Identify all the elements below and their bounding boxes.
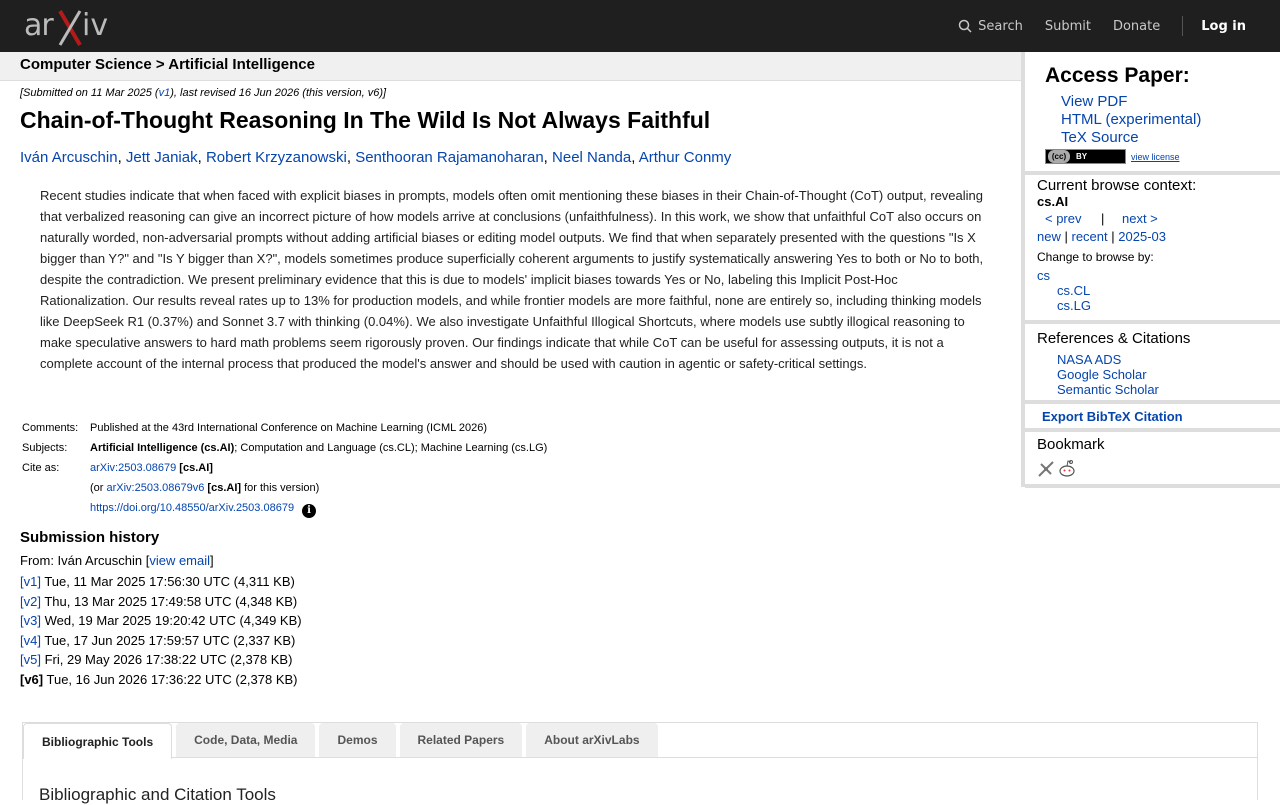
version-link[interactable]: [v5] [20, 652, 41, 667]
access-links [1061, 93, 1201, 147]
search-button[interactable] [958, 19, 1023, 34]
search-icon [958, 19, 972, 33]
author-link[interactable]: Iván Arcuschin [20, 149, 118, 166]
primary-subject: Artificial Intelligence (cs.AI) [90, 442, 235, 454]
comments-value: Published at the 43rd International Conference on Machine Learning (ICML 2026) [90, 422, 488, 434]
semantic-scholar-link[interactable]: Semantic Scholar [1057, 382, 1159, 397]
recent-link[interactable]: recent [1071, 229, 1108, 244]
version-info: Tue, 11 Mar 2025 17:56:30 UTC (4,311 KB) [40, 574, 295, 589]
browse-context-title: Current browse context: [1037, 177, 1197, 194]
svg-text:ar: ar [24, 8, 53, 43]
subjects-value [90, 438, 547, 458]
submission-note [20, 87, 386, 99]
view-pdf-link[interactable]: View PDF [1061, 93, 1128, 110]
export-bibtex-link[interactable]: Export BibTeX Citation [1042, 409, 1183, 424]
other-subjects: ; Computation and Language (cs.CL); Machine Learning (cs.LG) [234, 442, 548, 454]
subjects-label: Subjects: [22, 442, 68, 454]
tabs-divider [23, 757, 1257, 758]
view-license-link[interactable]: view license [1131, 152, 1180, 162]
references-title: References & Citations [1037, 330, 1191, 347]
breadcrumb[interactable]: Computer Science > Artificial Intelligence [20, 56, 315, 73]
sidebar [1021, 52, 1280, 492]
from-prefix: From: Iván Arcuschin [ [20, 553, 150, 568]
info-icon[interactable]: i [302, 504, 316, 518]
version-info: Thu, 13 Mar 2025 17:49:58 UTC (4,348 KB) [40, 593, 298, 609]
access-paper-block [1025, 52, 1280, 171]
breadcrumb-bar [0, 52, 1021, 81]
donate-link[interactable]: Donate [1112, 18, 1161, 34]
version-row [20, 650, 302, 670]
labs-tabs [22, 722, 1258, 804]
month-link[interactable]: 2025-03 [1118, 229, 1166, 244]
submitted-suffix: ), last revised 16 Jun 2026 (this version, v6)] [170, 87, 387, 99]
arxiv-logo[interactable] [24, 7, 112, 47]
submitted-prefix: [Submitted on 11 Mar 2025 ( [20, 87, 159, 99]
nav-separator: | [1101, 211, 1105, 226]
next-link[interactable]: next > [1122, 211, 1158, 226]
version-info: Tue, 17 Jun 2025 17:59:57 UTC (2,337 KB) [40, 632, 296, 648]
browse-context-block [1025, 175, 1280, 319]
bookmark-title: Bookmark [1037, 436, 1105, 453]
browse-cs-lg-link[interactable]: cs.LG [1057, 298, 1091, 313]
top-nav [958, 0, 1280, 52]
doi-link[interactable]: https://doi.org/10.48550/arXiv.2503.08679 [90, 502, 295, 514]
sidebar-separator [1025, 484, 1280, 488]
tab-bibliographic-tools[interactable]: Bibliographic Tools [23, 723, 172, 759]
paper-title: Chain-of-Thought Reasoning In The Wild Is Not Always Faithful [20, 107, 711, 133]
google-scholar-link[interactable]: Google Scholar [1057, 367, 1147, 382]
html-link[interactable]: HTML (experimental) [1061, 111, 1202, 128]
cc-by-license-badge[interactable]: (cc) BY [1045, 149, 1126, 164]
version-info: Wed, 19 Mar 2025 19:20:42 UTC (4,349 KB) [40, 613, 302, 628]
cite-category: [cs.AI] [176, 462, 213, 474]
author-link[interactable]: Neel Nanda [552, 149, 632, 166]
cite2-suffix: for this version) [241, 482, 320, 494]
submitter [20, 553, 214, 568]
tab-strip [23, 723, 658, 757]
version-link[interactable]: [v4] [20, 632, 41, 648]
cite-value [90, 458, 213, 478]
browse-context-value: cs.AI [1037, 194, 1069, 209]
version-row [20, 572, 302, 592]
author-link[interactable]: Senthooran Rajamanoharan [355, 149, 544, 166]
nav-divider [1182, 16, 1183, 36]
nasa-ads-link[interactable]: NASA ADS [1057, 352, 1122, 367]
version-list [20, 572, 302, 689]
svg-text:iv: iv [82, 8, 109, 43]
version-row [20, 592, 302, 612]
from-suffix: ] [210, 553, 214, 568]
version-info: Tue, 16 Jun 2026 17:36:22 UTC (2,378 KB) [43, 671, 298, 687]
export-block [1025, 404, 1280, 428]
author-link[interactable]: Jett Janiak [125, 149, 198, 166]
submit-link[interactable]: Submit [1044, 18, 1091, 34]
doi-value [90, 498, 316, 518]
version-link[interactable]: [v3] [20, 613, 41, 628]
reddit-icon[interactable] [1057, 459, 1077, 479]
cite-version-value [90, 478, 319, 498]
new-link[interactable]: new [1037, 229, 1061, 244]
bibsonomy-icon[interactable] [1037, 460, 1055, 478]
tab-demos[interactable]: Demos [319, 723, 395, 757]
version-link[interactable]: [v2] [20, 593, 41, 609]
bookmark-block [1025, 432, 1280, 484]
version-link[interactable]: [v1] [20, 574, 41, 589]
tab-code-data-media[interactable]: Code, Data, Media [176, 723, 315, 757]
v1-link[interactable]: v1 [158, 87, 171, 99]
arxiv-id-link[interactable]: arXiv:2503.08679 [90, 462, 177, 474]
author-link[interactable]: Robert Krzyzanowski [205, 149, 347, 166]
cite-label: Cite as: [22, 462, 60, 474]
comments-label: Comments: [22, 422, 79, 434]
arxiv-version-link[interactable]: arXiv:2503.08679v6 [106, 482, 205, 494]
current-version-tag: [v6] [20, 671, 44, 687]
submission-history-title: Submission history [20, 529, 160, 546]
author-list: Iván Arcuschin, Jett Janiak, Robert Krzyzanowski, Senthooran Rajamanoharan, Neel Nanda, Arthur Conmy [20, 149, 732, 166]
tab-about-arxivlabs[interactable]: About arXivLabs [526, 723, 657, 757]
abstract: Recent studies indicate that when faced with explicit biases in prompts, models often omit mentioning these biases in their Chain-of-Thought (CoT) output, revealing that verbalized reasoning can give an incorrect picture of how models arrive at conclusions (unfaithfulness). In this work, we show that unfaithful CoT also occurs on naturally worded, non-adversarial prompts without adding artificial biases or editing model outputs. We find that when separately presented with the questions "Is X bigger than Y?" and "Is Y bigger than X?", models sometimes produce superficially coherent arguments to justify systematically answering Yes to both or No to both, despite the contradiction. We present preliminary evidence that this is due to models' implicit biases towards Yes or No, labeling this Implicit Post-Hoc Rationalization. Our results reveal rates up to 13% for production models, and while frontier models are more faithful, none are entirely so, including thinking models like DeepSeek R1 (0.37%) and Sonnet 3.7 with thinking (0.04%). We also investigate Unfaithful Illogical Shortcuts, where models use subtly illogical reasoning to make speculative answers to hard math problems seem rigorously proven. Our findings indicate that while CoT can be useful for assessing outputs, it is not a complete account of the internal process that produced the model's answer and should be used with caution in agentic or safety-critical settings. [40, 188, 984, 371]
cite2-category: [cs.AI] [204, 482, 242, 494]
search-label: Search [978, 18, 1023, 34]
separator: | [1111, 229, 1115, 244]
author-link[interactable]: Arthur Conmy [638, 149, 732, 166]
login-link[interactable]: Log in [1201, 18, 1246, 34]
tab-panel-heading: Bibliographic and Citation Tools [39, 785, 276, 804]
tex-source-link[interactable]: TeX Source [1061, 129, 1139, 146]
view-email-link[interactable]: view email [149, 553, 211, 568]
references-block [1025, 324, 1280, 400]
prev-link[interactable]: < prev [1045, 211, 1082, 226]
browse-cs-cl-link[interactable]: cs.CL [1057, 283, 1091, 298]
change-browse-label: Change to browse by: [1037, 250, 1154, 264]
top-bar [0, 0, 1280, 52]
tab-related-papers[interactable]: Related Papers [400, 723, 523, 757]
access-paper-title: Access Paper: [1045, 64, 1190, 87]
version-row-current [20, 670, 302, 690]
cite2-prefix: (or [90, 482, 107, 494]
separator: | [1064, 229, 1068, 244]
browse-cs-link[interactable]: cs [1037, 268, 1050, 283]
version-row [20, 611, 302, 631]
version-info: Fri, 29 May 2026 17:38:22 UTC (2,378 KB) [40, 652, 293, 667]
version-row [20, 631, 302, 651]
